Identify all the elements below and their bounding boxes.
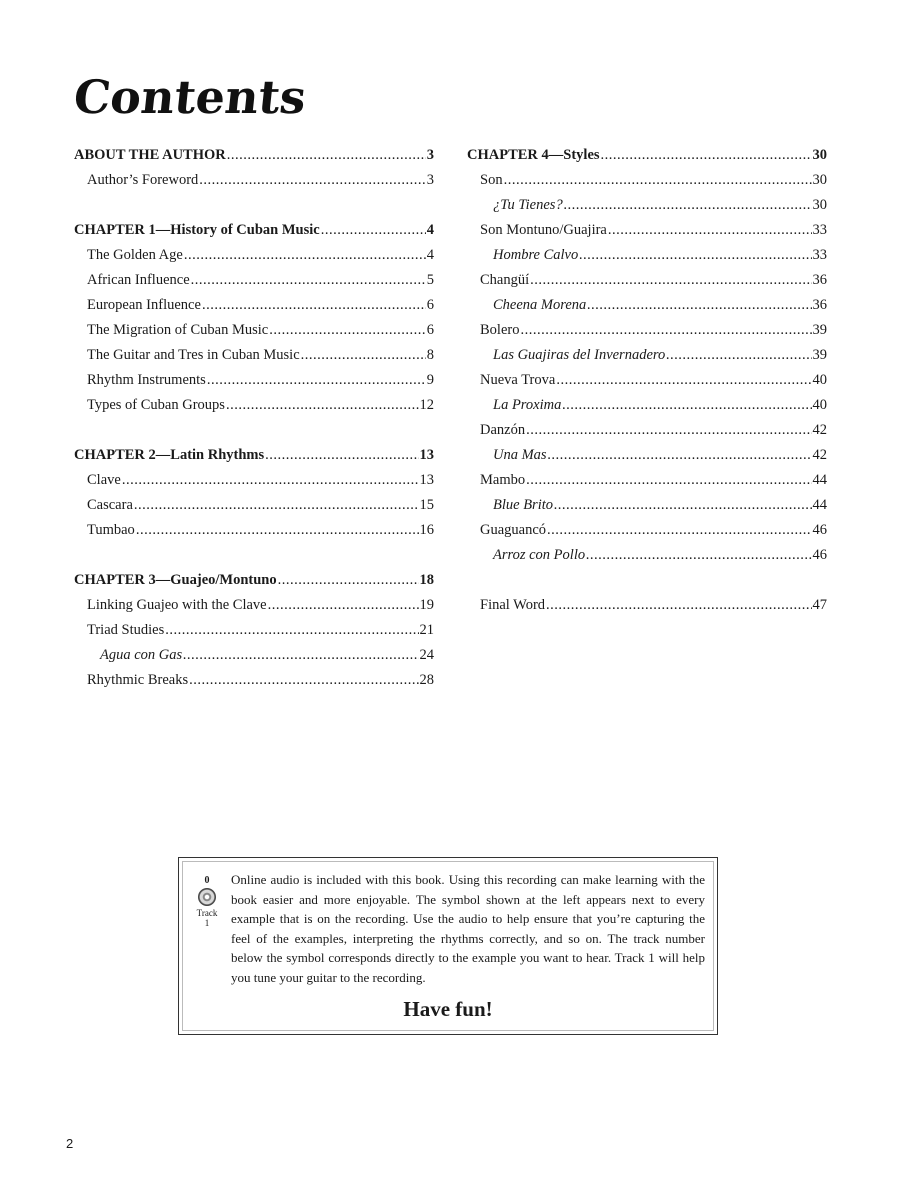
- toc-entry-page: 3: [426, 172, 434, 188]
- toc-entry-song[interactable]: [467, 343, 827, 368]
- toc-entry-sub[interactable]: [74, 468, 434, 493]
- toc-entry-page: 4: [426, 222, 434, 238]
- dot-leader: [579, 243, 811, 268]
- toc-entry-page: 44: [812, 472, 827, 488]
- toc-entry-page: 36: [812, 272, 827, 288]
- toc-entry-page: 46: [812, 547, 827, 563]
- toc-entry-label: Rhythmic Breaks: [87, 672, 189, 688]
- toc-entry-page: 21: [419, 622, 434, 638]
- toc-entry-page: 30: [812, 147, 827, 163]
- toc-entry-sub[interactable]: [467, 168, 827, 193]
- audio-note-text: Online audio is included with this book. Using this recording can make learning with the book easier and more enjoyable. The symbol shown at the left appears next to every example that is on the recording. Use the audio to help ensure that you’re capturing the feel of the examples, interpreting the rhythms correctly, and so on. The track number below the symbol corresponds directly to the example you want to hear. Track 1 will help you tune your guitar to the recording.: [231, 872, 705, 985]
- toc-entry-page: 24: [419, 647, 434, 663]
- dot-leader: [278, 568, 419, 593]
- toc-entry-page: 8: [426, 347, 434, 363]
- dot-leader: [520, 318, 811, 343]
- dot-leader: [136, 518, 419, 543]
- toc-entry-sub[interactable]: [467, 218, 827, 243]
- toc-entry-song[interactable]: [74, 643, 434, 668]
- toc-entry-label: Las Guajiras del Invernadero: [493, 347, 666, 363]
- dot-leader: [564, 193, 812, 218]
- toc-entry-page: 28: [419, 672, 434, 688]
- toc-entry-label: La Proxima: [493, 397, 562, 413]
- toc-entry-page: 3: [426, 147, 434, 163]
- toc-entry-label: Clave: [87, 472, 121, 488]
- dot-leader: [554, 493, 811, 518]
- toc-entry-sub[interactable]: [74, 168, 434, 193]
- toc-entry-page: 33: [812, 247, 827, 263]
- toc-entry-page: 12: [419, 397, 434, 413]
- dot-leader: [269, 318, 426, 343]
- toc-entry-label: Mambo: [480, 472, 526, 488]
- toc-entry-song[interactable]: [467, 493, 827, 518]
- dot-leader: [546, 593, 811, 618]
- toc-entry-song[interactable]: [467, 243, 827, 268]
- dot-leader: [321, 218, 426, 243]
- toc-entry-label: CHAPTER 4—Styles: [467, 147, 600, 163]
- toc-spacer: [74, 193, 434, 218]
- toc-entry-page: 33: [812, 222, 827, 238]
- toc-entry-page: 39: [812, 322, 827, 338]
- toc-entry-page: 40: [812, 372, 827, 388]
- toc-entry-page: 18: [419, 572, 434, 588]
- toc-entry-label: The Golden Age: [87, 247, 183, 263]
- dot-leader: [587, 293, 811, 318]
- toc-entry-chapter[interactable]: [74, 143, 434, 168]
- toc-entry-label: Final Word: [480, 597, 546, 613]
- toc-entry-label: Triad Studies: [87, 622, 165, 638]
- dot-leader: [202, 293, 426, 318]
- audio-note-box: [178, 857, 718, 1035]
- toc-entry-sub[interactable]: [467, 418, 827, 443]
- dot-leader: [184, 243, 426, 268]
- dot-leader: [189, 668, 418, 693]
- toc-entry-page: 30: [812, 197, 827, 213]
- toc-entry-page: 16: [419, 522, 434, 538]
- dot-leader: [165, 618, 418, 643]
- track-index: 1: [204, 918, 210, 928]
- toc-entry-label: The Guitar and Tres in Cuban Music: [87, 347, 300, 363]
- dot-leader: [666, 343, 811, 368]
- dot-leader: [227, 143, 426, 168]
- toc-entry-label: African Influence: [87, 272, 190, 288]
- toc-entry-label: Hombre Calvo: [493, 247, 579, 263]
- toc-entry-sub[interactable]: [74, 518, 434, 543]
- toc-entry-sub[interactable]: [74, 243, 434, 268]
- toc-entry-sub[interactable]: [467, 468, 827, 493]
- dot-leader: [134, 493, 419, 518]
- dot-leader: [268, 593, 419, 618]
- toc-entry-label: Guaguancó: [480, 522, 547, 538]
- toc-entry-page: 30: [812, 172, 827, 188]
- toc-entry-page: 6: [426, 322, 434, 338]
- toc-entry-label: The Migration of Cuban Music: [87, 322, 269, 338]
- toc-entry-label: Rhythm Instruments: [87, 372, 206, 388]
- toc-entry-sub[interactable]: [74, 318, 434, 343]
- dot-leader: [207, 368, 426, 393]
- toc-entry-label: Types of Cuban Groups: [87, 397, 225, 413]
- dot-leader: [226, 393, 419, 418]
- toc-entry-sub[interactable]: [467, 368, 827, 393]
- dot-leader: [183, 643, 418, 668]
- toc-left-column: [74, 143, 434, 693]
- toc-right-column: [467, 143, 827, 618]
- toc-spacer: [467, 568, 827, 593]
- have-fun-closing: Have fun!: [403, 997, 493, 1021]
- toc-entry-label: ABOUT THE AUTHOR: [74, 147, 226, 163]
- dot-leader: [547, 518, 811, 543]
- toc-entry-sub[interactable]: [74, 618, 434, 643]
- toc-entry-sub[interactable]: [74, 293, 434, 318]
- dot-leader: [556, 368, 811, 393]
- page-title: Contents: [71, 70, 309, 124]
- toc-entry-sub[interactable]: [74, 268, 434, 293]
- toc-entry-page: 13: [419, 472, 434, 488]
- toc-entry-page: 47: [812, 597, 827, 613]
- toc-spacer: [74, 418, 434, 443]
- dot-leader: [504, 168, 812, 193]
- toc-entry-song[interactable]: [467, 293, 827, 318]
- toc-entry-sub[interactable]: [74, 343, 434, 368]
- toc-entry-song[interactable]: [467, 443, 827, 468]
- dot-leader: [526, 418, 811, 443]
- toc-entry-label: Linking Guajeo with the Clave: [87, 597, 267, 613]
- toc-entry-page: 42: [812, 447, 827, 463]
- toc-entry-label: CHAPTER 3—Guajeo/Montuno: [74, 572, 277, 588]
- toc-entry-label: Blue Brito: [493, 497, 554, 513]
- toc-entry-label: Author’s Foreword: [87, 172, 199, 188]
- dot-leader: [586, 543, 811, 568]
- toc-entry-label: Son Montuno/Guajira: [480, 222, 607, 238]
- toc-entry-sub[interactable]: [467, 318, 827, 343]
- dot-leader: [601, 143, 812, 168]
- toc-entry-sub[interactable]: [74, 593, 434, 618]
- toc-entry-chapter[interactable]: [74, 443, 434, 468]
- cd-audio-icon: [198, 888, 216, 906]
- track-label: Track: [196, 908, 218, 918]
- toc-entry-label: CHAPTER 2—Latin Rhythms: [74, 447, 265, 463]
- dot-leader: [301, 343, 426, 368]
- toc-entry-page: 9: [426, 372, 434, 388]
- dot-leader: [530, 268, 811, 293]
- toc-entry-sub[interactable]: [74, 668, 434, 693]
- dot-leader: [199, 168, 425, 193]
- toc-entry-page: 15: [419, 497, 434, 513]
- toc-entry-page: 42: [812, 422, 827, 438]
- dot-leader: [122, 468, 419, 493]
- toc-entry-page: 6: [426, 297, 434, 313]
- toc-entry-page: 39: [812, 347, 827, 363]
- toc-entry-sub[interactable]: [74, 493, 434, 518]
- toc-entry-chapter[interactable]: [74, 568, 434, 593]
- toc-entry-page: 19: [419, 597, 434, 613]
- toc-entry-label: Arroz con Pollo: [493, 547, 586, 563]
- toc-entry-label: Agua con Gas: [100, 647, 183, 663]
- toc-entry-song[interactable]: [467, 193, 827, 218]
- dot-leader: [191, 268, 426, 293]
- toc-entry-page: 36: [812, 297, 827, 313]
- toc-entry-page: 13: [419, 447, 434, 463]
- toc-entry-label: Bolero: [480, 322, 520, 338]
- toc-entry-sub[interactable]: [467, 518, 827, 543]
- toc-spacer: [74, 543, 434, 568]
- toc-entry-sub[interactable]: [467, 593, 827, 618]
- toc-entry-sub[interactable]: [74, 393, 434, 418]
- toc-entry-sub[interactable]: [74, 368, 434, 393]
- toc-entry-song[interactable]: [467, 393, 827, 418]
- toc-entry-page: 4: [426, 247, 434, 263]
- toc-entry-page: 40: [812, 397, 827, 413]
- toc-entry-label: Cascara: [87, 497, 133, 513]
- page-number: 2: [66, 1136, 74, 1151]
- toc-entry-label: European Influence: [87, 297, 201, 313]
- track-symbol: [193, 876, 221, 928]
- dot-leader: [562, 393, 811, 418]
- toc-entry-page: 5: [426, 272, 434, 288]
- toc-entry-sub[interactable]: [467, 268, 827, 293]
- toc-entry-page: 44: [812, 497, 827, 513]
- toc-entry-page: 46: [812, 522, 827, 538]
- toc-entry-label: Cheena Morena: [493, 297, 587, 313]
- toc-entry-label: Danzón: [480, 422, 526, 438]
- toc-entry-label: Son: [480, 172, 503, 188]
- toc-entry-song[interactable]: [467, 543, 827, 568]
- dot-leader: [548, 443, 812, 468]
- track-number: 0: [204, 875, 210, 886]
- dot-leader: [526, 468, 811, 493]
- toc-entry-label: Changüí: [480, 272, 530, 288]
- toc-entry-label: Tumbao: [87, 522, 135, 538]
- toc-entry-label: Nueva Trova: [480, 372, 556, 388]
- toc-entry-label: Una Mas: [493, 447, 547, 463]
- dot-leader: [265, 443, 418, 468]
- toc-entry-label: ¿Tu Tienes?: [493, 197, 563, 213]
- toc-entry-label: CHAPTER 1—History of Cuban Music: [74, 222, 320, 238]
- toc-entry-chapter[interactable]: [467, 143, 827, 168]
- dot-leader: [608, 218, 812, 243]
- toc-entry-chapter[interactable]: [74, 218, 434, 243]
